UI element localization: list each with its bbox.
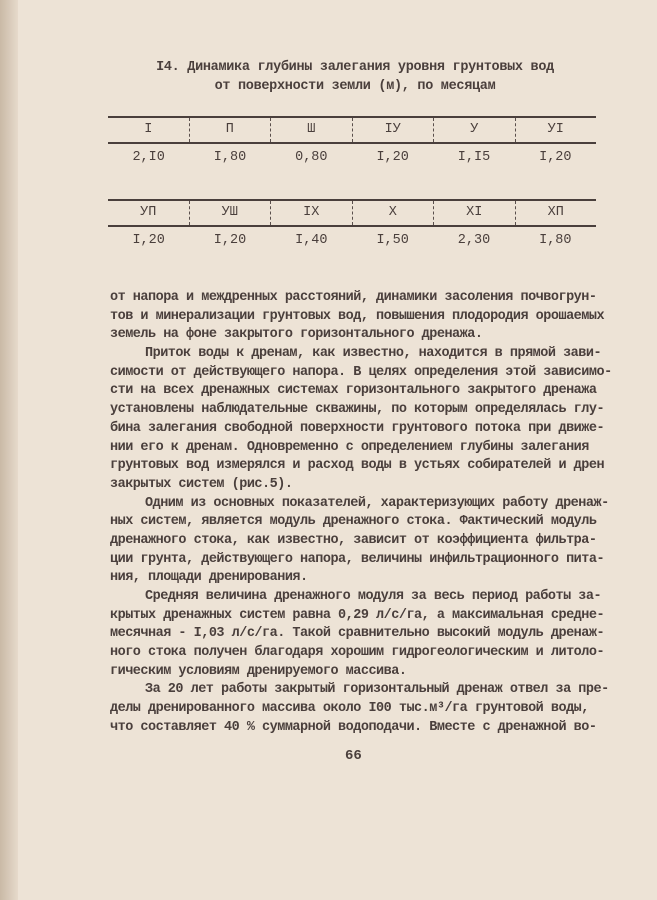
month-header: XI (433, 201, 515, 225)
table-months-7-12 (108, 199, 596, 255)
text-line: нии его к дренам. Одновременно с определением глубины залегания (110, 439, 589, 455)
table-title-line-2: от поверхности земли (м), по месяцам (214, 79, 496, 94)
depth-value: 2,30 (457, 233, 491, 248)
table-header-row (108, 201, 596, 225)
table-months-1-6 (108, 116, 596, 172)
depth-value: I,20 (539, 150, 572, 165)
depth-value: I,40 (295, 233, 328, 248)
text-line: дренажного стока, как известно, зависит от коэффициента фильтра- (110, 532, 597, 548)
text-line: бина залегания свободной поверхности грунтового потока при движе- (110, 420, 605, 436)
text-line: Одним из основных показателей, характеризующих работу дренаж- (145, 495, 609, 511)
text-line: сти на всех дренажных системах горизонтального закрытого дренажа (110, 383, 597, 399)
text-line: установлены наблюдательные скважины, по которым определялась глу- (110, 402, 605, 418)
depth-value: 0,80 (295, 150, 328, 165)
month-header: У (433, 118, 515, 142)
page-edge (0, 0, 18, 900)
text-line: ного стока получен благодаря хорошим гидрогеологическим и литоло- (110, 645, 605, 661)
month-header: X (352, 201, 434, 225)
depth-value: I,80 (213, 150, 247, 165)
depth-value: I,20 (213, 233, 247, 248)
depth-value: I,I5 (457, 150, 491, 165)
text-line: закрытых систем (рис.5). (110, 476, 293, 492)
text-line: тов и минерализации грунтовых вод, повышения плодородия орошаемых (110, 308, 605, 324)
month-header: IУ (352, 118, 434, 142)
month-header: Ш (270, 118, 352, 142)
text-line: земель на фоне закрытого горизонтального дренажа. (110, 327, 483, 343)
month-header: XП (515, 201, 597, 225)
table-header-row (108, 118, 596, 142)
depth-value: I,20 (376, 150, 409, 165)
body-text (110, 289, 630, 738)
page-number: 66 (345, 748, 362, 764)
text-line: от напора и междренных расстояний, динамики засоления почвогрун- (110, 290, 597, 305)
text-line: ния, площади дренирования. (110, 570, 308, 586)
text-line: Средняя величина дренажного модуля за весь период работы за- (145, 589, 602, 604)
text-line: симости от действующего напора. В целях определения этой зависимо- (110, 364, 612, 380)
month-header: УШ (189, 201, 271, 225)
text-line: ных систем, является модуль дренажного стока. Фактический модуль (110, 514, 597, 530)
month-header: I (144, 122, 153, 137)
text-line: что составляет 40 % суммарной водоподачи. Вместе с дренажной во- (110, 719, 597, 735)
table-value-row (108, 144, 596, 172)
table-title-line-1: I4. Динамика глубины залегания уровня грунтовых вод (156, 60, 554, 75)
text-line: делы дренированного массива около I00 тыс.м³/га грунтовой воды, (110, 701, 589, 717)
depth-value: I,50 (376, 233, 409, 248)
depth-value: 2,I0 (132, 150, 165, 165)
text-line: месячная - I,03 л/с/га. Такой сравнительно высокий модуль дренаж- (110, 626, 605, 642)
month-header: УI (515, 118, 597, 142)
text-line: гическим условиям дренируемого массива. (110, 663, 407, 679)
text-line: Приток воды к дренам, как известно, находится в прямой зави- (145, 346, 602, 362)
month-header: IX (270, 201, 352, 225)
depth-value: I,80 (539, 233, 572, 248)
text-line: ции грунта, действующего напора, величины инфильтрационного пита- (110, 551, 605, 567)
text-line: грунтовых вод измерялся и расход воды в устьях собирателей и дрен (110, 458, 605, 474)
table-value-row (108, 227, 596, 255)
month-header: П (189, 118, 271, 142)
text-line: За 20 лет работы закрытый горизонтальный дренаж отвел за пре- (145, 682, 609, 698)
text-line: крытых дренажных систем равна 0,29 л/с/га, а максимальная средне- (110, 607, 605, 623)
month-header: УП (140, 205, 157, 220)
depth-value: I,20 (132, 233, 165, 248)
